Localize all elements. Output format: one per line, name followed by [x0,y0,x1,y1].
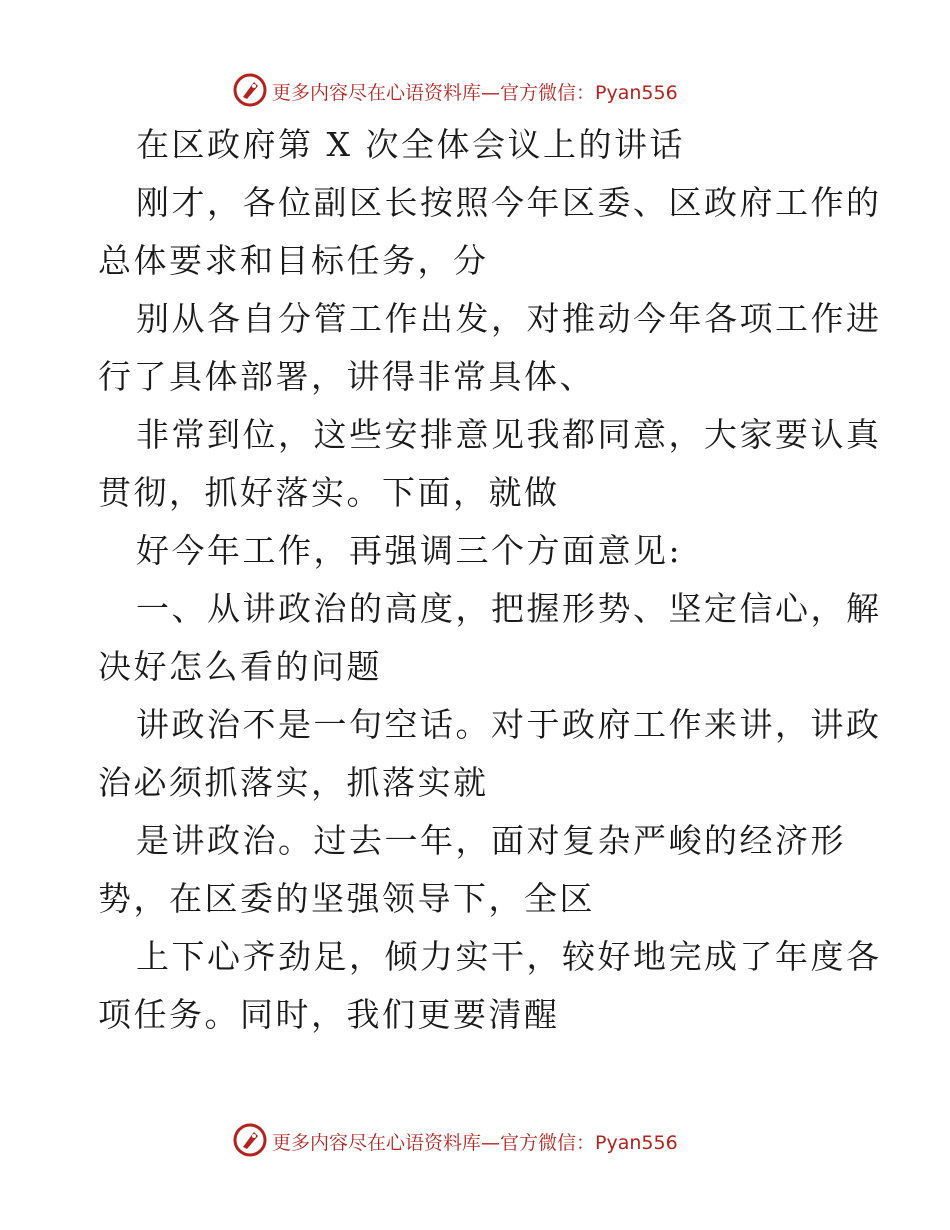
text-line: 上下心齐劲足，倾力实干，较好地完成了年度各 [136,937,882,976]
pen-nib-circle-icon [232,1122,268,1158]
document-title: 在区政府第 X 次全体会议上的讲话 [136,125,685,164]
text-line: 别从各自分管工作出发，对推动今年各项工作进 [136,299,882,338]
watermark-text: 更多内容尽在心语资料库—官方微信：Pyan556 [272,82,678,104]
text-line: 势，在区委的坚强领导下，全区 [98,879,595,918]
footer-watermark [0,1120,950,1160]
text-line: 好今年工作，再强调三个方面意见: [136,531,683,570]
document-body [98,116,882,1044]
header-watermark [0,70,950,110]
text-line: 贯彻，抓好落实。下面，就做 [98,473,560,512]
watermark-text: 更多内容尽在心语资料库—官方微信：Pyan556 [272,1132,678,1154]
text-line: 治必须抓落实，抓落实就 [98,763,489,802]
text-line: 非常到位，这些安排意见我都同意，大家要认真 [136,415,882,454]
text-line: 刚才，各位副区长按照今年区委、区政府工作的 [136,183,882,222]
section-heading-cont: 决好怎么看的问题 [98,647,382,686]
text-line: 总体要求和目标任务，分 [98,241,489,280]
text-line: 行了具体部署，讲得非常具体、 [98,357,595,396]
section-heading: 一、从讲政治的高度，把握形势、坚定信心，解 [136,589,882,628]
text-line: 项任务。同时，我们更要清醒 [98,995,560,1034]
text-line: 是讲政治。过去一年，面对复杂严峻的经济形 [136,821,846,860]
text-line: 讲政治不是一句空话。对于政府工作来讲，讲政 [136,705,882,744]
pen-nib-circle-icon [232,72,268,108]
